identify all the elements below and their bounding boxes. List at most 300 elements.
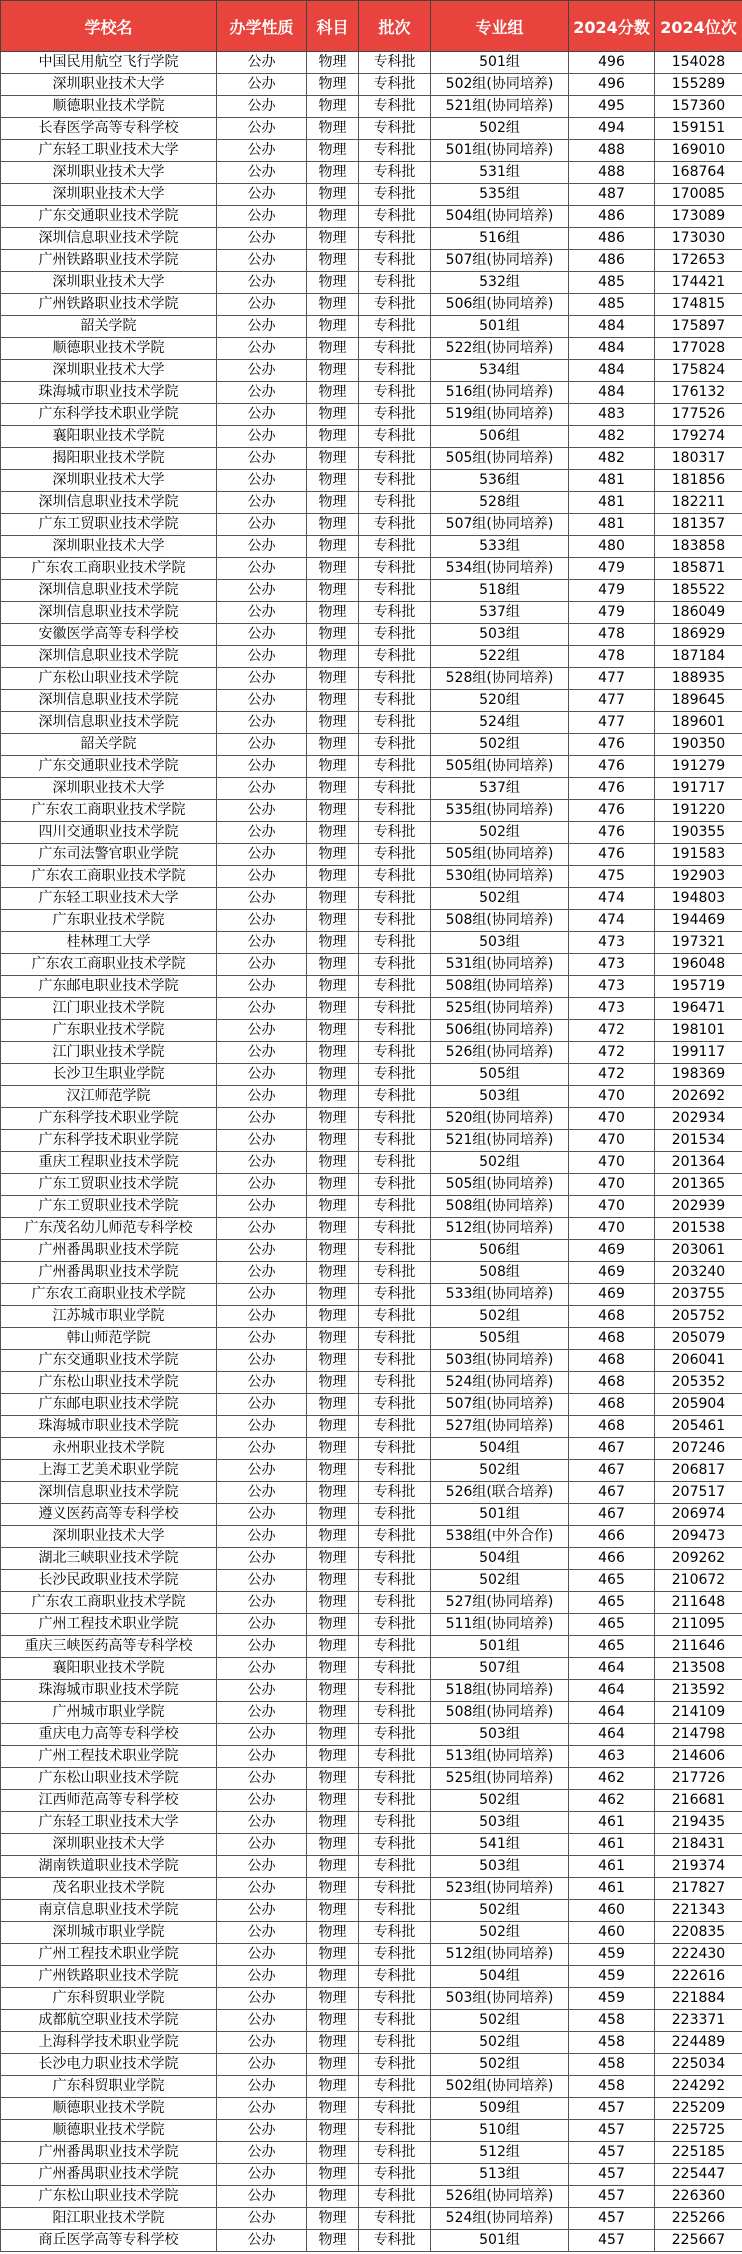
table-row <box>1 2120 742 2142</box>
cell-major-group: 512组(协同培养) <box>431 1944 569 1966</box>
cell-major-group: 502组 <box>431 2010 569 2032</box>
cell-rank: 203755 <box>655 1284 742 1306</box>
cell-rank: 217726 <box>655 1768 742 1790</box>
cell-school-name: 广东茂名幼儿师范专科学校 <box>1 1218 217 1240</box>
cell-major-group: 538组(中外合作) <box>431 1526 569 1548</box>
cell-major-group: 521组(协同培养) <box>431 1130 569 1152</box>
cell-school-name: 广州铁路职业技术学院 <box>1 250 217 272</box>
cell-score: 458 <box>569 2010 655 2032</box>
cell-rank: 201538 <box>655 1218 742 1240</box>
cell-school-name: 襄阳职业技术学院 <box>1 1658 217 1680</box>
cell-rank: 209473 <box>655 1526 742 1548</box>
cell-school-type: 公办 <box>217 2142 307 2164</box>
cell-school-name: 深圳职业技术大学 <box>1 184 217 206</box>
cell-school-name: 深圳职业技术大学 <box>1 470 217 492</box>
cell-batch: 专科批 <box>359 52 431 74</box>
cell-rank: 202934 <box>655 1108 742 1130</box>
cell-score: 496 <box>569 74 655 96</box>
cell-school-type: 公办 <box>217 2054 307 2076</box>
cell-batch: 专科批 <box>359 2032 431 2054</box>
cell-score: 465 <box>569 1614 655 1636</box>
table-row <box>1 426 742 448</box>
cell-batch: 专科批 <box>359 184 431 206</box>
cell-major-group: 533组(协同培养) <box>431 1284 569 1306</box>
cell-rank: 196048 <box>655 954 742 976</box>
cell-school-type: 公办 <box>217 1240 307 1262</box>
cell-rank: 216681 <box>655 1790 742 1812</box>
cell-batch: 专科批 <box>359 1944 431 1966</box>
cell-major-group: 527组(协同培养) <box>431 1592 569 1614</box>
cell-subject: 物理 <box>307 2098 359 2120</box>
cell-school-type: 公办 <box>217 1922 307 1944</box>
cell-school-type: 公办 <box>217 316 307 338</box>
cell-school-name: 广东科学技术职业学院 <box>1 1108 217 1130</box>
cell-batch: 专科批 <box>359 1416 431 1438</box>
cell-batch: 专科批 <box>359 1064 431 1086</box>
cell-rank: 211648 <box>655 1592 742 1614</box>
cell-school-name: 阳江职业技术学院 <box>1 2208 217 2230</box>
cell-school-type: 公办 <box>217 1262 307 1284</box>
cell-rank: 223371 <box>655 2010 742 2032</box>
cell-school-name: 广东农工商职业技术学院 <box>1 1592 217 1614</box>
cell-school-type: 公办 <box>217 1218 307 1240</box>
cell-score: 460 <box>569 1922 655 1944</box>
cell-school-type: 公办 <box>217 778 307 800</box>
table-row <box>1 1680 742 1702</box>
table-row <box>1 976 742 998</box>
cell-batch: 专科批 <box>359 1966 431 1988</box>
cell-school-type: 公办 <box>217 1988 307 2010</box>
cell-batch: 专科批 <box>359 690 431 712</box>
table-row <box>1 1460 742 1482</box>
cell-score: 476 <box>569 756 655 778</box>
cell-major-group: 506组(协同培养) <box>431 294 569 316</box>
table-row <box>1 954 742 976</box>
cell-school-name: 深圳职业技术大学 <box>1 360 217 382</box>
cell-batch: 专科批 <box>359 1394 431 1416</box>
cell-school-type: 公办 <box>217 1592 307 1614</box>
cell-score: 473 <box>569 976 655 998</box>
cell-school-type: 公办 <box>217 712 307 734</box>
table-row <box>1 1592 742 1614</box>
cell-rank: 225667 <box>655 2230 742 2252</box>
cell-rank: 186049 <box>655 602 742 624</box>
cell-rank: 214606 <box>655 1746 742 1768</box>
cell-school-type: 公办 <box>217 1526 307 1548</box>
cell-subject: 物理 <box>307 1658 359 1680</box>
table-row <box>1 74 742 96</box>
cell-score: 470 <box>569 1174 655 1196</box>
table-row <box>1 316 742 338</box>
cell-school-type: 公办 <box>217 1196 307 1218</box>
cell-batch: 专科批 <box>359 1526 431 1548</box>
cell-rank: 190350 <box>655 734 742 756</box>
cell-score: 477 <box>569 668 655 690</box>
cell-score: 486 <box>569 206 655 228</box>
cell-school-type: 公办 <box>217 1746 307 1768</box>
cell-school-type: 公办 <box>217 492 307 514</box>
cell-school-type: 公办 <box>217 976 307 998</box>
header-batch: 批次 <box>359 1 431 52</box>
table-row <box>1 756 742 778</box>
cell-batch: 专科批 <box>359 360 431 382</box>
cell-rank: 205079 <box>655 1328 742 1350</box>
cell-batch: 专科批 <box>359 2076 431 2098</box>
cell-subject: 物理 <box>307 2032 359 2054</box>
table-body <box>1 52 742 2252</box>
cell-score: 467 <box>569 1460 655 1482</box>
cell-subject: 物理 <box>307 52 359 74</box>
cell-rank: 198101 <box>655 1020 742 1042</box>
cell-score: 459 <box>569 1988 655 2010</box>
cell-major-group: 501组 <box>431 316 569 338</box>
cell-score: 484 <box>569 360 655 382</box>
cell-score: 481 <box>569 492 655 514</box>
cell-subject: 物理 <box>307 250 359 272</box>
cell-major-group: 534组(协同培养) <box>431 558 569 580</box>
cell-score: 483 <box>569 404 655 426</box>
cell-rank: 190355 <box>655 822 742 844</box>
table-row <box>1 1834 742 1856</box>
cell-subject: 物理 <box>307 1438 359 1460</box>
cell-school-name: 广东交通职业技术学院 <box>1 756 217 778</box>
cell-school-type: 公办 <box>217 2032 307 2054</box>
cell-school-name: 深圳职业技术大学 <box>1 162 217 184</box>
table-row <box>1 2142 742 2164</box>
cell-batch: 专科批 <box>359 118 431 140</box>
cell-batch: 专科批 <box>359 1746 431 1768</box>
table-row <box>1 844 742 866</box>
cell-school-name: 广州铁路职业技术学院 <box>1 294 217 316</box>
cell-rank: 221343 <box>655 1900 742 1922</box>
cell-score: 468 <box>569 1306 655 1328</box>
cell-score: 464 <box>569 1724 655 1746</box>
cell-rank: 224489 <box>655 2032 742 2054</box>
cell-subject: 物理 <box>307 1108 359 1130</box>
cell-rank: 224292 <box>655 2076 742 2098</box>
cell-school-type: 公办 <box>217 1944 307 1966</box>
cell-school-type: 公办 <box>217 1350 307 1372</box>
cell-major-group: 521组(协同培养) <box>431 96 569 118</box>
cell-school-name: 深圳信息职业技术学院 <box>1 1482 217 1504</box>
cell-rank: 207246 <box>655 1438 742 1460</box>
cell-school-type: 公办 <box>217 272 307 294</box>
cell-subject: 物理 <box>307 1592 359 1614</box>
cell-rank: 177028 <box>655 338 742 360</box>
cell-batch: 专科批 <box>359 1900 431 1922</box>
cell-school-name: 广东工贸职业技术学院 <box>1 1174 217 1196</box>
cell-batch: 专科批 <box>359 2098 431 2120</box>
table-row <box>1 404 742 426</box>
cell-school-type: 公办 <box>217 888 307 910</box>
cell-score: 467 <box>569 1504 655 1526</box>
table-row <box>1 1966 742 1988</box>
cell-batch: 专科批 <box>359 294 431 316</box>
table-row <box>1 580 742 602</box>
cell-batch: 专科批 <box>359 1240 431 1262</box>
cell-subject: 物理 <box>307 822 359 844</box>
table-row <box>1 1856 742 1878</box>
cell-rank: 169010 <box>655 140 742 162</box>
cell-rank: 205352 <box>655 1372 742 1394</box>
cell-major-group: 502组 <box>431 822 569 844</box>
cell-batch: 专科批 <box>359 646 431 668</box>
cell-rank: 201364 <box>655 1152 742 1174</box>
cell-score: 484 <box>569 382 655 404</box>
cell-score: 495 <box>569 96 655 118</box>
cell-school-name: 湖南铁道职业技术学院 <box>1 1856 217 1878</box>
cell-score: 468 <box>569 1394 655 1416</box>
cell-rank: 211095 <box>655 1614 742 1636</box>
cell-school-name: 韶关学院 <box>1 734 217 756</box>
cell-school-name: 韶关学院 <box>1 316 217 338</box>
cell-subject: 物理 <box>307 2010 359 2032</box>
cell-school-name: 广州工程技术职业学院 <box>1 1944 217 1966</box>
table-row <box>1 1438 742 1460</box>
cell-subject: 物理 <box>307 1746 359 1768</box>
cell-major-group: 505组(协同培养) <box>431 844 569 866</box>
cell-batch: 专科批 <box>359 1592 431 1614</box>
cell-rank: 213508 <box>655 1658 742 1680</box>
cell-batch: 专科批 <box>359 712 431 734</box>
cell-subject: 物理 <box>307 2054 359 2076</box>
cell-school-name: 深圳职业技术大学 <box>1 272 217 294</box>
cell-rank: 218431 <box>655 1834 742 1856</box>
cell-major-group: 501组 <box>431 1504 569 1526</box>
cell-major-group: 506组(协同培养) <box>431 1020 569 1042</box>
cell-rank: 189601 <box>655 712 742 734</box>
cell-rank: 201365 <box>655 1174 742 1196</box>
cell-subject: 物理 <box>307 1020 359 1042</box>
cell-major-group: 502组 <box>431 1152 569 1174</box>
table-row <box>1 1152 742 1174</box>
cell-school-type: 公办 <box>217 1394 307 1416</box>
cell-school-name: 深圳职业技术大学 <box>1 1526 217 1548</box>
cell-school-name: 广东农工商职业技术学院 <box>1 1284 217 1306</box>
cell-rank: 219374 <box>655 1856 742 1878</box>
table-row <box>1 1262 742 1284</box>
cell-subject: 物理 <box>307 558 359 580</box>
cell-batch: 专科批 <box>359 514 431 536</box>
cell-batch: 专科批 <box>359 2230 431 2252</box>
table-row <box>1 1768 742 1790</box>
cell-major-group: 512组(协同培养) <box>431 1218 569 1240</box>
cell-school-name: 顺德职业技术学院 <box>1 2098 217 2120</box>
cell-school-name: 重庆三峡医药高等专科学校 <box>1 1636 217 1658</box>
table-row <box>1 778 742 800</box>
cell-score: 469 <box>569 1262 655 1284</box>
cell-school-type: 公办 <box>217 668 307 690</box>
cell-school-name: 广州铁路职业技术学院 <box>1 1966 217 1988</box>
cell-batch: 专科批 <box>359 250 431 272</box>
table-row <box>1 1020 742 1042</box>
cell-rank: 173089 <box>655 206 742 228</box>
cell-major-group: 519组(协同培养) <box>431 404 569 426</box>
cell-school-name: 广东邮电职业技术学院 <box>1 1394 217 1416</box>
cell-major-group: 508组(协同培养) <box>431 1196 569 1218</box>
cell-batch: 专科批 <box>359 1570 431 1592</box>
table-row <box>1 2010 742 2032</box>
cell-school-type: 公办 <box>217 2098 307 2120</box>
cell-batch: 专科批 <box>359 448 431 470</box>
cell-score: 464 <box>569 1702 655 1724</box>
cell-major-group: 518组 <box>431 580 569 602</box>
cell-school-type: 公办 <box>217 1086 307 1108</box>
cell-batch: 专科批 <box>359 976 431 998</box>
cell-major-group: 506组 <box>431 426 569 448</box>
cell-major-group: 535组(协同培养) <box>431 800 569 822</box>
cell-score: 472 <box>569 1064 655 1086</box>
cell-batch: 专科批 <box>359 1372 431 1394</box>
cell-score: 481 <box>569 470 655 492</box>
cell-subject: 物理 <box>307 1218 359 1240</box>
cell-school-type: 公办 <box>217 52 307 74</box>
cell-subject: 物理 <box>307 800 359 822</box>
cell-batch: 专科批 <box>359 2010 431 2032</box>
cell-school-type: 公办 <box>217 2186 307 2208</box>
cell-batch: 专科批 <box>359 1350 431 1372</box>
cell-major-group: 505组(协同培养) <box>431 756 569 778</box>
cell-subject: 物理 <box>307 272 359 294</box>
cell-school-name: 茂名职业技术学院 <box>1 1878 217 1900</box>
cell-score: 470 <box>569 1196 655 1218</box>
cell-school-type: 公办 <box>217 1856 307 1878</box>
cell-major-group: 507组 <box>431 1658 569 1680</box>
cell-batch: 专科批 <box>359 1460 431 1482</box>
cell-score: 476 <box>569 778 655 800</box>
cell-rank: 225266 <box>655 2208 742 2230</box>
cell-major-group: 502组 <box>431 1306 569 1328</box>
table-row <box>1 250 742 272</box>
cell-major-group: 530组(协同培养) <box>431 866 569 888</box>
cell-school-name: 广东交通职业技术学院 <box>1 1350 217 1372</box>
cell-school-name: 深圳职业技术大学 <box>1 778 217 800</box>
table-row <box>1 1328 742 1350</box>
cell-major-group: 537组 <box>431 778 569 800</box>
cell-school-name: 广东农工商职业技术学院 <box>1 954 217 976</box>
table-row <box>1 338 742 360</box>
cell-subject: 物理 <box>307 1064 359 1086</box>
cell-batch: 专科批 <box>359 1042 431 1064</box>
cell-school-name: 广州工程技术职业学院 <box>1 1746 217 1768</box>
table-row <box>1 2098 742 2120</box>
cell-school-name: 广东工贸职业技术学院 <box>1 514 217 536</box>
cell-major-group: 502组(协同培养) <box>431 74 569 96</box>
cell-major-group: 503组(协同培养) <box>431 1988 569 2010</box>
cell-school-name: 广州番禺职业技术学院 <box>1 2142 217 2164</box>
cell-school-type: 公办 <box>217 1548 307 1570</box>
cell-subject: 物理 <box>307 954 359 976</box>
cell-major-group: 502组 <box>431 1790 569 1812</box>
cell-school-name: 中国民用航空飞行学院 <box>1 52 217 74</box>
cell-rank: 191717 <box>655 778 742 800</box>
table-row <box>1 1504 742 1526</box>
cell-subject: 物理 <box>307 1834 359 1856</box>
cell-subject: 物理 <box>307 910 359 932</box>
cell-score: 457 <box>569 2142 655 2164</box>
cell-rank: 220835 <box>655 1922 742 1944</box>
cell-batch: 专科批 <box>359 1790 431 1812</box>
cell-rank: 221884 <box>655 1988 742 2010</box>
cell-batch: 专科批 <box>359 228 431 250</box>
cell-batch: 专科批 <box>359 1834 431 1856</box>
cell-major-group: 502组 <box>431 1460 569 1482</box>
cell-rank: 183858 <box>655 536 742 558</box>
table-row <box>1 1218 742 1240</box>
cell-subject: 物理 <box>307 316 359 338</box>
table-row <box>1 1482 742 1504</box>
cell-school-name: 深圳信息职业技术学院 <box>1 646 217 668</box>
cell-score: 472 <box>569 1042 655 1064</box>
cell-school-type: 公办 <box>217 558 307 580</box>
table-row <box>1 118 742 140</box>
cell-school-type: 公办 <box>217 1284 307 1306</box>
cell-batch: 专科批 <box>359 1218 431 1240</box>
cell-batch: 专科批 <box>359 1504 431 1526</box>
cell-rank: 203061 <box>655 1240 742 1262</box>
cell-rank: 209262 <box>655 1548 742 1570</box>
cell-rank: 210672 <box>655 1570 742 1592</box>
cell-major-group: 502组 <box>431 1922 569 1944</box>
cell-major-group: 504组 <box>431 1966 569 1988</box>
cell-score: 478 <box>569 646 655 668</box>
cell-school-name: 广东司法警官职业学院 <box>1 844 217 866</box>
cell-school-type: 公办 <box>217 1768 307 1790</box>
cell-subject: 物理 <box>307 360 359 382</box>
cell-major-group: 525组(协同培养) <box>431 998 569 1020</box>
cell-school-name: 广东农工商职业技术学院 <box>1 800 217 822</box>
cell-major-group: 526组(联合培养) <box>431 1482 569 1504</box>
cell-school-name: 广东农工商职业技术学院 <box>1 866 217 888</box>
cell-rank: 154028 <box>655 52 742 74</box>
cell-rank: 195719 <box>655 976 742 998</box>
cell-batch: 专科批 <box>359 1878 431 1900</box>
cell-score: 470 <box>569 1152 655 1174</box>
cell-rank: 157360 <box>655 96 742 118</box>
cell-subject: 物理 <box>307 998 359 1020</box>
cell-rank: 189645 <box>655 690 742 712</box>
cell-school-name: 江苏城市职业学院 <box>1 1306 217 1328</box>
cell-school-name: 顺德职业技术学院 <box>1 338 217 360</box>
cell-school-type: 公办 <box>217 206 307 228</box>
cell-rank: 174815 <box>655 294 742 316</box>
cell-batch: 专科批 <box>359 734 431 756</box>
cell-major-group: 523组(协同培养) <box>431 1878 569 1900</box>
cell-subject: 物理 <box>307 184 359 206</box>
cell-subject: 物理 <box>307 1856 359 1878</box>
cell-score: 484 <box>569 316 655 338</box>
cell-school-type: 公办 <box>217 426 307 448</box>
table-row <box>1 1878 742 1900</box>
cell-subject: 物理 <box>307 1262 359 1284</box>
cell-subject: 物理 <box>307 734 359 756</box>
cell-batch: 专科批 <box>359 998 431 1020</box>
cell-school-name: 桂林理工大学 <box>1 932 217 954</box>
cell-subject: 物理 <box>307 690 359 712</box>
table-row <box>1 1042 742 1064</box>
cell-rank: 168764 <box>655 162 742 184</box>
cell-rank: 207517 <box>655 1482 742 1504</box>
cell-school-type: 公办 <box>217 2010 307 2032</box>
cell-school-type: 公办 <box>217 536 307 558</box>
table-row <box>1 1900 742 1922</box>
cell-school-type: 公办 <box>217 822 307 844</box>
cell-batch: 专科批 <box>359 1174 431 1196</box>
cell-batch: 专科批 <box>359 1482 431 1504</box>
cell-major-group: 503组 <box>431 1086 569 1108</box>
cell-school-type: 公办 <box>217 1108 307 1130</box>
cell-school-name: 汉江师范学院 <box>1 1086 217 1108</box>
